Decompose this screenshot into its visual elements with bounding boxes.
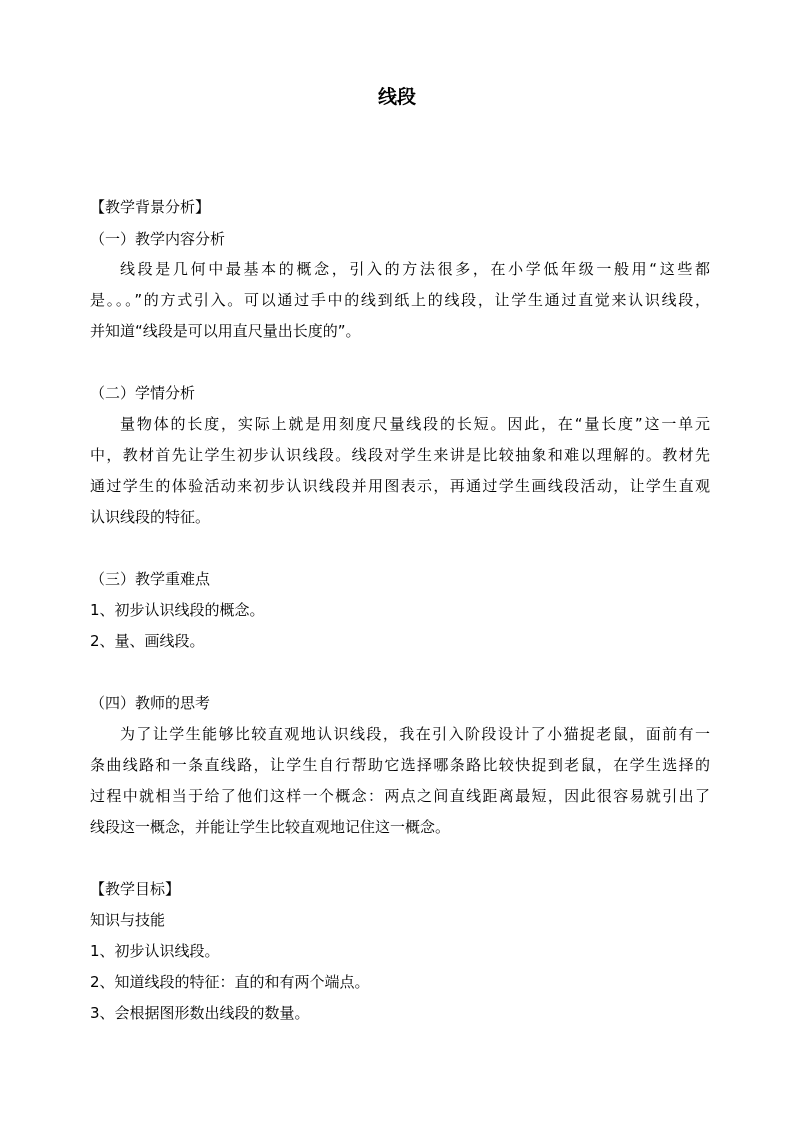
- subsection-heading-students: （二）学情分析: [90, 384, 196, 402]
- page-title: 线段: [377, 86, 416, 108]
- paragraph-line: 线段这一概念，并能让学生比较直观地记住这一概念。: [90, 818, 451, 836]
- paragraph-line: 过程中就相当于给了他们这样一个概念：两点之间直线距离最短，因此很容易就引出了: [90, 787, 710, 805]
- list-item: 3、会根据图形数出线段的数量。: [90, 1004, 310, 1022]
- paragraph-line: 并知道“线段是可以用直尺量出长度的”。: [90, 322, 361, 340]
- list-item: 2、量、画线段。: [90, 632, 205, 650]
- section-heading-goals: 【教学目标】: [90, 880, 181, 898]
- paragraph-line: 通过学生的体验活动来初步认识线段并用图表示，再通过学生画线段活动，让学生直观: [90, 477, 710, 495]
- paragraph-line: 认识线段的特征。: [90, 508, 211, 526]
- section-heading-background: 【教学背景分析】: [90, 198, 211, 216]
- paragraph-line: 线段是几何中最基本的概念，引入的方法很多，在小学低年级一般用“这些都: [120, 260, 710, 278]
- paragraph-line: 中，教材首先让学生初步认识线段。线段对学生来讲是比较抽象和难以理解的。教材先: [90, 446, 710, 464]
- subsection-heading-key-points: （三）教学重难点: [90, 570, 211, 588]
- paragraph-line: 量物体的长度，实际上就是用刻度尺量线段的长短。因此，在“量长度”这一单元: [120, 415, 710, 433]
- paragraph-line: 为了让学生能够比较直观地认识线段，我在引入阶段设计了小猫捉老鼠，面前有一: [120, 725, 710, 743]
- list-item: 1、初步认识线段的概念。: [90, 601, 265, 619]
- list-item: 2、知道线段的特征：直的和有两个端点。: [90, 973, 370, 991]
- list-item: 1、初步认识线段。: [90, 942, 220, 960]
- subsection-heading-content: （一）教学内容分析: [90, 230, 226, 248]
- paragraph-line: 条曲线路和一条直线路，让学生自行帮助它选择哪条路比较快捉到老鼠，在学生选择的: [90, 756, 710, 774]
- subsection-heading-teacher: （四）教师的思考: [90, 694, 211, 712]
- subsection-heading-knowledge: 知识与技能: [90, 911, 166, 929]
- paragraph-line: 是。。。”的方式引入。可以通过手中的线到纸上的线段，让学生通过直觉来认识线段，: [90, 291, 710, 309]
